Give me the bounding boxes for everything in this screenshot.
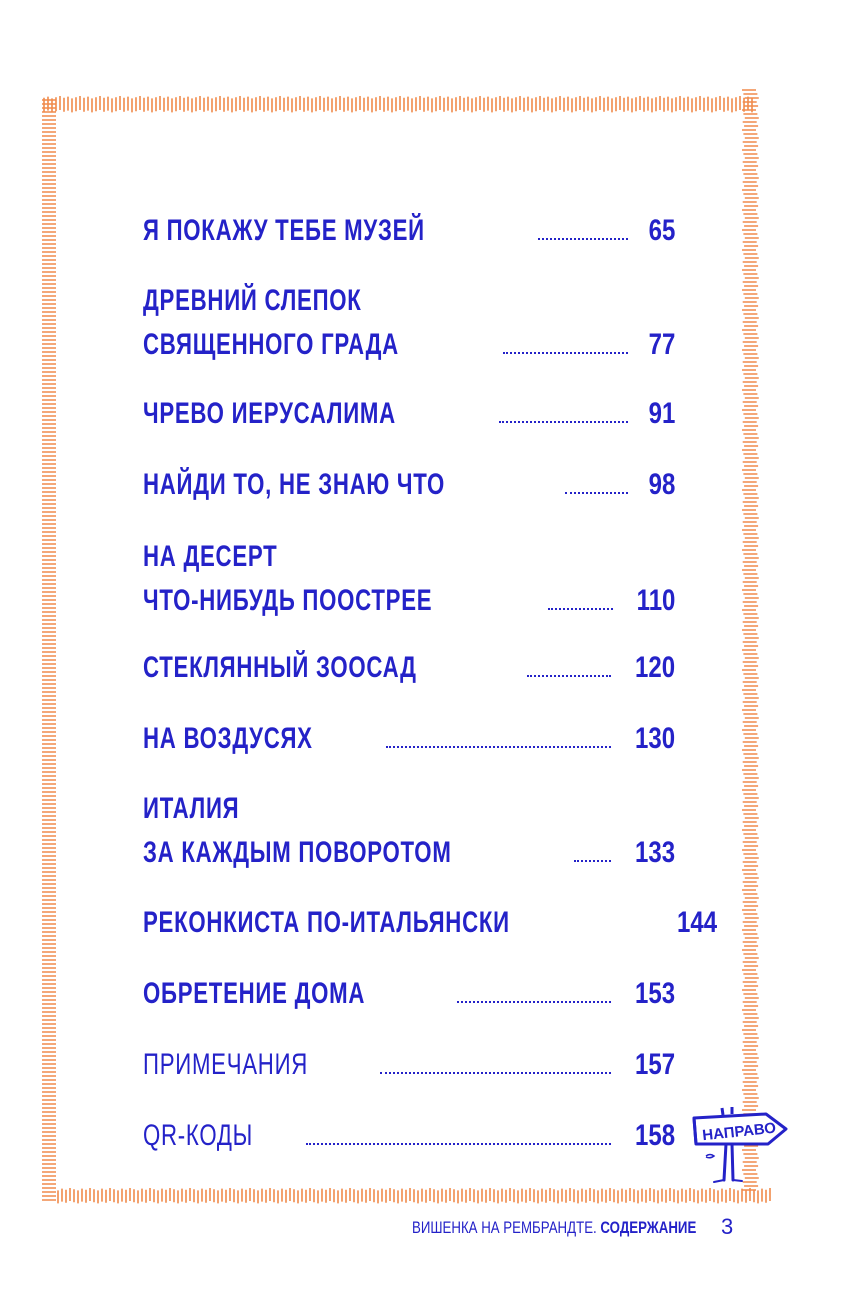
toc-entry[interactable] [143, 531, 675, 627]
arrow-signpost-icon [688, 1104, 792, 1184]
footer-section-title: СОДЕРЖАНИЕ [600, 1218, 697, 1237]
toc-entry[interactable] [143, 968, 675, 1020]
dot-leader [306, 1143, 611, 1145]
toc-entry[interactable] [143, 783, 675, 879]
toc-entry-page: 157 [634, 1048, 675, 1081]
toc-entry-title: НАЙДИ ТО, НЕ ЗНАЮ ЧТО [143, 468, 446, 501]
toc-entry[interactable] [143, 205, 675, 257]
dot-leader [499, 421, 628, 423]
toc-entry-page: 144 [676, 906, 717, 939]
dot-leader [527, 675, 611, 677]
toc-entry[interactable] [143, 275, 675, 371]
toc-entry[interactable] [143, 897, 717, 949]
toc-entry-title: ДРЕВНИЙ СЛЕПОК [143, 284, 362, 317]
toc-entry-title: Я ПОКАЖУ ТЕБЕ МУЗЕЙ [143, 214, 425, 247]
dot-leader [457, 1001, 611, 1003]
toc-entry-page: 153 [634, 977, 675, 1010]
dot-leader [503, 352, 628, 354]
toc-entry-title: РЕКОНКИСТА ПО-ИТАЛЬЯНСКИ [143, 906, 510, 939]
dot-leader [565, 492, 627, 494]
toc-entry-title: QR-КОДЫ [143, 1119, 254, 1152]
toc-entry-title: ОБРЕТЕНИЕ ДОМА [143, 977, 366, 1010]
dot-leader [386, 746, 611, 748]
toc-entry-page: 120 [634, 651, 675, 684]
toc-entry[interactable] [143, 1110, 675, 1162]
dot-leader [574, 860, 611, 862]
dot-leader [538, 238, 628, 240]
footer-book-title: ВИШЕНКА НА РЕМБРАНДТЕ. [412, 1218, 597, 1237]
toc-entry-page: 91 [648, 397, 675, 430]
toc-entry-title: СВЯЩЕННОГО ГРАДА [143, 328, 399, 361]
toc-entry-title: НА ВОЗДУСЯХ [143, 722, 313, 755]
page-number: 3 [721, 1214, 734, 1239]
toc-entry-title: СТЕКЛЯННЫЙ ЗООСАД [143, 651, 417, 684]
toc-entry-title: ЧТО-НИБУДЬ ПООСТРЕЕ [143, 584, 433, 617]
toc-entry-page: 77 [648, 328, 675, 361]
toc-entry[interactable] [143, 388, 675, 440]
toc-entry[interactable] [143, 459, 675, 511]
toc-entry-title: ЧРЕВО ИЕРУСАЛИМА [143, 397, 396, 430]
toc-entry[interactable] [143, 642, 675, 694]
sign-label: НАПРАВО [701, 1119, 777, 1145]
toc-entry-page: 65 [648, 214, 675, 247]
toc-entry-title: ЗА КАЖДЫМ ПОВОРОТОМ [143, 836, 452, 869]
toc-entry[interactable] [143, 1039, 675, 1091]
toc-entry-page: 98 [648, 468, 675, 501]
toc-entry-page: 130 [634, 722, 675, 755]
toc-entry-title: ПРИМЕЧАНИЯ [143, 1048, 309, 1081]
toc-entry-page: 110 [636, 584, 675, 617]
toc-entry-page: 158 [634, 1119, 675, 1152]
running-footer [412, 1218, 696, 1238]
dot-leader [380, 1072, 611, 1074]
toc-entry-title: ИТАЛИЯ [143, 792, 240, 825]
toc-entry-title: НА ДЕСЕРТ [143, 540, 278, 573]
toc-entry-page: 133 [634, 836, 675, 869]
toc-entry[interactable] [143, 713, 675, 765]
dot-leader [548, 608, 613, 610]
